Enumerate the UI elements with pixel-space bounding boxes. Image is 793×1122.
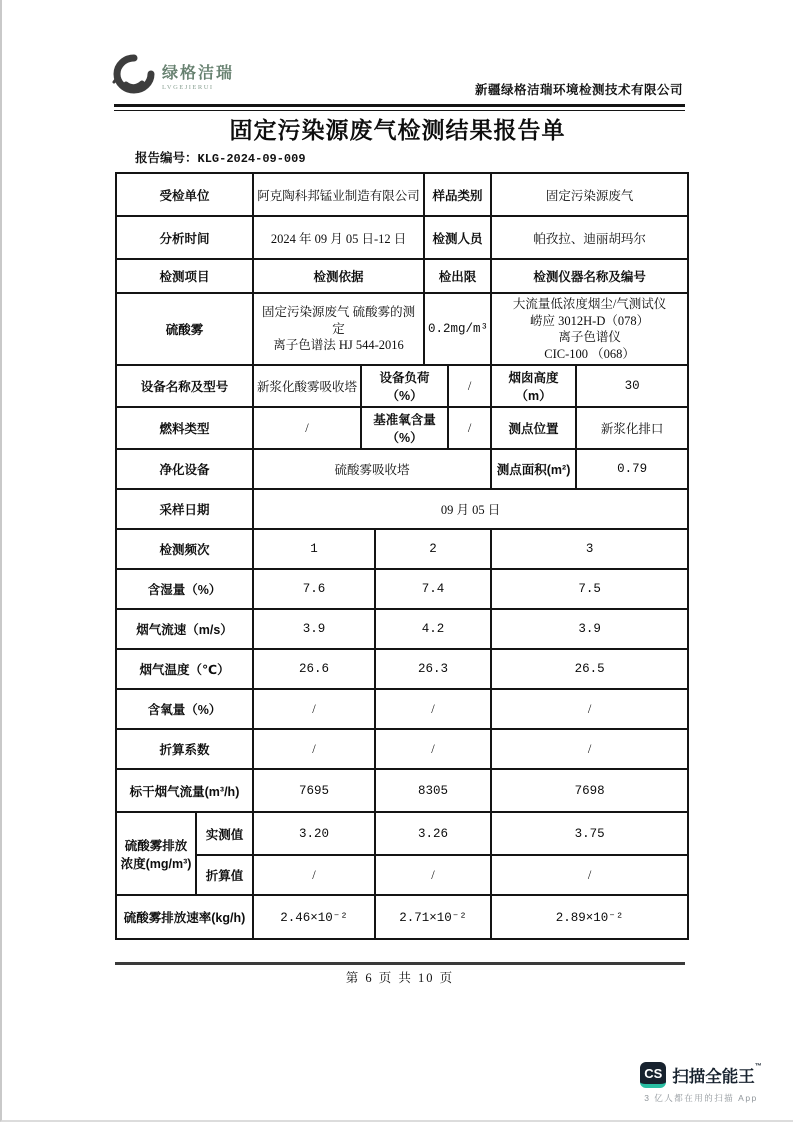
device-value: 新浆化酸雾吸收塔 bbox=[253, 365, 361, 407]
measured-1: 3.20 bbox=[253, 812, 375, 855]
converted-3: / bbox=[491, 855, 688, 895]
stack-height-label: 烟囱高度（m） bbox=[491, 365, 576, 407]
table-row bbox=[116, 769, 688, 812]
humidity-label: 含湿量（%） bbox=[116, 569, 253, 609]
device-label: 设备名称及型号 bbox=[116, 365, 253, 407]
frequency-1: 1 bbox=[253, 529, 375, 569]
table-row bbox=[116, 173, 688, 216]
table-row bbox=[116, 407, 688, 449]
table-row bbox=[116, 609, 688, 649]
point-value: 新浆化排口 bbox=[576, 407, 688, 449]
table-row bbox=[116, 489, 688, 529]
method-header-limit: 检出限 bbox=[424, 259, 491, 293]
load-label: 设备负荷（%） bbox=[361, 365, 448, 407]
measured-3: 3.75 bbox=[491, 812, 688, 855]
temperature-2: 26.3 bbox=[375, 649, 491, 689]
sampling-date-value: 09 月 05 日 bbox=[253, 489, 688, 529]
method-header-item: 检测项目 bbox=[116, 259, 253, 293]
humidity-2: 7.4 bbox=[375, 569, 491, 609]
sampling-date-label: 采样日期 bbox=[116, 489, 253, 529]
purify-value: 硫酸雾吸收塔 bbox=[253, 449, 491, 489]
camscanner-tagline: 3 亿人都在用的扫描 App bbox=[644, 1093, 758, 1103]
brand-name-en: LVGEJIERUI bbox=[162, 83, 214, 91]
dry-flow-3: 7698 bbox=[491, 769, 688, 812]
testers-label: 检测人员 bbox=[424, 216, 491, 259]
brand-name-cn: 绿格洁瑞 bbox=[162, 64, 235, 82]
area-value: 0.79 bbox=[576, 449, 688, 489]
page-title: 固定污染源废气检测结果报告单 bbox=[229, 118, 566, 143]
conversion-factor-1: / bbox=[253, 729, 375, 769]
temperature-label: 烟气温度（℃） bbox=[116, 649, 253, 689]
method-instrument bbox=[491, 293, 688, 365]
stack-height-value: 30 bbox=[576, 365, 688, 407]
converted-2: / bbox=[375, 855, 491, 895]
conversion-factor-3: / bbox=[491, 729, 688, 769]
frequency-3: 3 bbox=[491, 529, 688, 569]
method-limit: 0.2mg/m³ bbox=[424, 293, 491, 365]
company-name: 新疆绿格洁瑞环境检测技术有限公司 bbox=[474, 83, 683, 97]
purify-label: 净化设备 bbox=[116, 449, 253, 489]
table-row bbox=[116, 365, 688, 407]
footer-divider bbox=[115, 962, 685, 965]
velocity-3: 3.9 bbox=[491, 609, 688, 649]
sample-type-value: 固定污染源废气 bbox=[491, 173, 688, 216]
fuel-value: / bbox=[253, 407, 361, 449]
converted-label: 折算值 bbox=[196, 855, 253, 895]
inspected-unit-value: 阿克陶科邦锰业制造有限公司 bbox=[253, 173, 424, 216]
table-row bbox=[116, 689, 688, 729]
table-row bbox=[116, 216, 688, 259]
report-number-label: 报告编号： bbox=[135, 151, 198, 165]
testers-value: 帕孜拉、迪丽胡玛尔 bbox=[491, 216, 688, 259]
conversion-factor-label: 折算系数 bbox=[116, 729, 253, 769]
oxygen-label: 基准氧含量（%） bbox=[361, 407, 448, 449]
oxygen-content-3: / bbox=[491, 689, 688, 729]
load-value: / bbox=[448, 365, 491, 407]
fuel-label: 燃料类型 bbox=[116, 407, 253, 449]
report-number bbox=[135, 148, 306, 166]
method-basis bbox=[253, 293, 424, 365]
page-number: 第 6 页 共 10 页 bbox=[345, 971, 455, 985]
dry-flow-1: 7695 bbox=[253, 769, 375, 812]
method-header-basis: 检测依据 bbox=[253, 259, 424, 293]
oxygen-content-1: / bbox=[253, 689, 375, 729]
point-label: 测点位置 bbox=[491, 407, 576, 449]
instrument-line3: 离子色谱仪 bbox=[558, 330, 621, 344]
measured-label: 实测值 bbox=[196, 812, 253, 855]
header-divider bbox=[114, 104, 685, 111]
table-row bbox=[116, 293, 688, 365]
velocity-1: 3.9 bbox=[253, 609, 375, 649]
method-basis-line1: 固定污染源废气 硫酸雾的测定 bbox=[261, 305, 416, 336]
company-logo bbox=[112, 54, 234, 96]
analysis-time-value: 2024 年 09 月 05 日-12 日 bbox=[253, 216, 424, 259]
table-row bbox=[116, 895, 688, 939]
table-row bbox=[116, 649, 688, 689]
humidity-1: 7.6 bbox=[253, 569, 375, 609]
table-row bbox=[116, 855, 688, 895]
conversion-factor-2: / bbox=[375, 729, 491, 769]
inspected-unit-label: 受检单位 bbox=[116, 173, 253, 216]
frequency-2: 2 bbox=[375, 529, 491, 569]
dry-flow-label: 标干烟气流量(m³/h) bbox=[116, 769, 253, 812]
area-label: 测点面积(m²) bbox=[491, 449, 576, 489]
instrument-line4: CIC-100 （068） bbox=[544, 346, 635, 361]
temperature-1: 26.6 bbox=[253, 649, 375, 689]
humidity-3: 7.5 bbox=[491, 569, 688, 609]
camscanner-logo-icon: CS bbox=[640, 1062, 666, 1088]
analysis-time-label: 分析时间 bbox=[116, 216, 253, 259]
report-number-value: KLG-2024-09-009 bbox=[197, 152, 306, 166]
emission-rate-1: 2.46×10⁻² bbox=[253, 895, 375, 939]
method-item: 硫酸雾 bbox=[116, 293, 253, 365]
emission-rate-3: 2.89×10⁻² bbox=[491, 895, 688, 939]
table-row bbox=[116, 812, 688, 855]
oxygen-value: / bbox=[448, 407, 491, 449]
table-header-row bbox=[116, 259, 688, 293]
dry-flow-2: 8305 bbox=[375, 769, 491, 812]
oxygen-content-2: / bbox=[375, 689, 491, 729]
concentration-label: 硫酸雾排放浓度(mg/m³) bbox=[116, 812, 196, 895]
table-row bbox=[116, 569, 688, 609]
method-basis-line2: 离子色谱法 HJ 544-2016 bbox=[273, 338, 404, 353]
camscanner-watermark bbox=[631, 1062, 771, 1104]
converted-1: / bbox=[253, 855, 375, 895]
emission-rate-2: 2.71×10⁻² bbox=[375, 895, 491, 939]
velocity-2: 4.2 bbox=[375, 609, 491, 649]
oxygen-content-label: 含氧量（%） bbox=[116, 689, 253, 729]
sample-type-label: 样品类别 bbox=[424, 173, 491, 216]
instrument-line2: 崂应 3012H-D（078） bbox=[530, 313, 650, 328]
camscanner-app-name: 扫描全能王™ bbox=[672, 1063, 762, 1086]
swirl-logo-icon bbox=[112, 54, 156, 96]
table-row bbox=[116, 729, 688, 769]
temperature-3: 26.5 bbox=[491, 649, 688, 689]
velocity-label: 烟气流速（m/s） bbox=[116, 609, 253, 649]
table-row bbox=[116, 449, 688, 489]
report-table bbox=[115, 172, 689, 940]
table-row bbox=[116, 529, 688, 569]
instrument-line1: 大流量低浓度烟尘/气测试仪 bbox=[512, 297, 667, 311]
emission-rate-label: 硫酸雾排放速率(kg/h) bbox=[116, 895, 253, 939]
logo-text bbox=[162, 60, 234, 91]
measured-2: 3.26 bbox=[375, 812, 491, 855]
method-header-instrument: 检测仪器名称及编号 bbox=[491, 259, 688, 293]
frequency-label: 检测频次 bbox=[116, 529, 253, 569]
